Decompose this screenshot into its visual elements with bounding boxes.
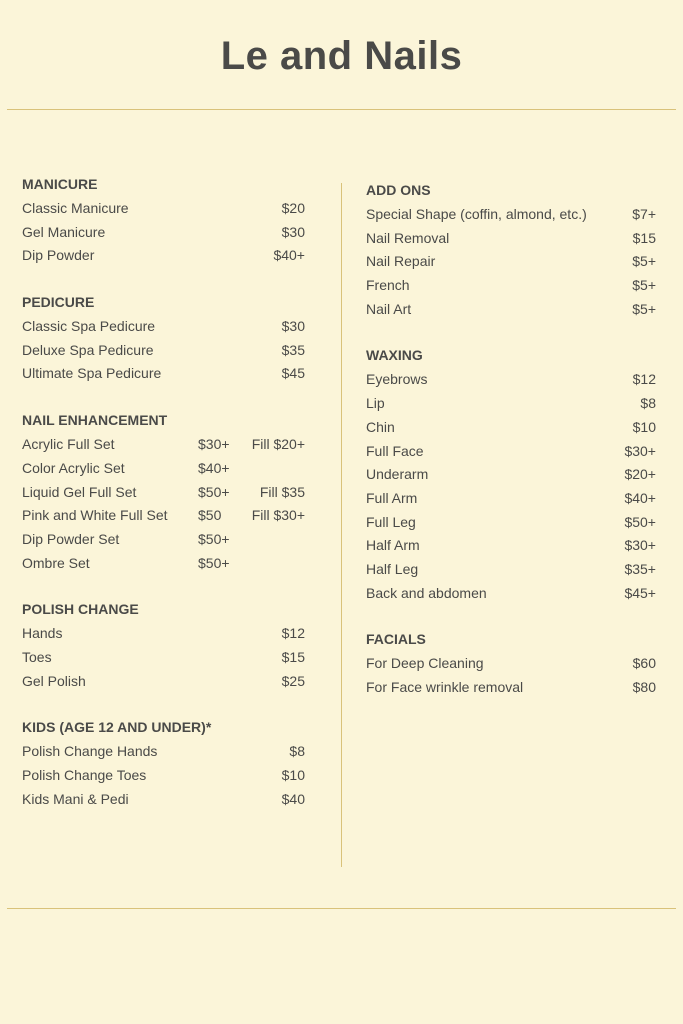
menu-item — [366, 678, 656, 702]
column-divider — [341, 183, 342, 867]
menu-item — [22, 483, 305, 507]
menu-item-name: Polish Change Toes — [22, 767, 147, 783]
menu-item — [366, 370, 656, 394]
menu-item-name: Pink and White Full Set — [22, 507, 168, 524]
section-heading: NAIL ENHANCEMENT — [22, 412, 168, 429]
menu-item-name: Dip Powder — [22, 247, 95, 264]
menu-item-price: $5+ — [632, 253, 656, 270]
menu-item — [366, 394, 656, 418]
menu-item — [22, 530, 305, 554]
menu-item-name: Acrylic Full Set — [22, 436, 115, 453]
menu-item — [366, 654, 656, 678]
menu-item-price: $40+ — [624, 489, 656, 506]
menu-item-price: $45 — [281, 365, 305, 382]
menu-item-price: $45+ — [624, 584, 656, 601]
menu-item-name: Ultimate Spa Pedicure — [22, 365, 162, 382]
menu-item-price: $30 — [281, 223, 305, 240]
menu-section-manicure — [22, 175, 305, 270]
menu-item-price: $15 — [281, 648, 305, 665]
menu-item-price: $10 — [632, 418, 656, 435]
menu-section-add-ons — [366, 181, 656, 323]
menu-section-nail-enhancement — [22, 411, 305, 577]
menu-item-name: Special Shape (coffin, almond, etc.) — [366, 206, 587, 222]
menu-item-name: Classic Spa Pedicure — [22, 318, 156, 335]
menu-item-name: Color Acrylic Set — [22, 459, 125, 476]
menu-item — [366, 418, 656, 442]
menu-item-price: $40+ — [198, 459, 230, 476]
menu-item-name: Nail Removal — [366, 229, 450, 246]
right-menu-column — [366, 181, 656, 725]
menu-item-name: Full Leg — [366, 513, 416, 530]
menu-item — [366, 465, 656, 489]
menu-item-price: $20 — [281, 200, 305, 216]
menu-section-pedicure — [22, 293, 305, 388]
menu-item — [22, 790, 305, 814]
menu-item-price: $60 — [632, 655, 656, 672]
menu-item-price: $12 — [632, 371, 656, 388]
menu-item — [366, 584, 656, 608]
menu-item-name: Classic Manicure — [22, 200, 129, 216]
menu-item-price: $35+ — [624, 560, 656, 577]
menu-item-fill-price: Fill $35 — [259, 483, 305, 500]
menu-item-price: $50+ — [198, 483, 230, 500]
menu-item-price: $10 — [281, 767, 305, 783]
menu-item — [366, 560, 656, 584]
menu-item-price: $20+ — [624, 466, 656, 483]
menu-item — [366, 442, 656, 466]
menu-item-price: $30+ — [624, 442, 656, 459]
menu-item-price: $35 — [281, 341, 305, 358]
menu-item-name: Nail Repair — [366, 253, 436, 270]
menu-item — [22, 459, 305, 483]
menu-item-name: Underarm — [366, 466, 429, 483]
menu-item-name: Gel Polish — [22, 672, 86, 689]
menu-item — [366, 252, 656, 276]
menu-item — [22, 246, 305, 270]
menu-item-name: Half Arm — [366, 537, 420, 554]
menu-item-name: Full Arm — [366, 489, 418, 506]
menu-item-price: $12 — [281, 625, 305, 642]
section-heading: WAXING — [366, 347, 423, 364]
menu-item — [22, 317, 305, 341]
menu-item-price: $5+ — [632, 300, 656, 317]
menu-item-name: Chin — [366, 418, 395, 435]
menu-item — [366, 229, 656, 253]
menu-item-name: Liquid Gel Full Set — [22, 483, 137, 500]
menu-item-name: Dip Powder Set — [22, 530, 120, 547]
section-heading: FACIALS — [366, 631, 426, 648]
menu-item — [22, 624, 305, 648]
menu-item-price: $7+ — [632, 206, 656, 222]
menu-item — [22, 742, 305, 766]
menu-item-name: Eyebrows — [366, 371, 428, 388]
menu-item-name: French — [366, 277, 410, 294]
menu-item — [22, 435, 305, 459]
section-heading: KIDS (AGE 12 AND UNDER)* — [22, 719, 212, 736]
section-heading: PEDICURE — [22, 294, 95, 311]
menu-item — [366, 536, 656, 560]
page-title: Le and Nails — [220, 34, 463, 78]
menu-item — [22, 672, 305, 696]
menu-item-name: For Deep Cleaning — [366, 655, 484, 672]
menu-item-name: Gel Manicure — [22, 223, 106, 240]
left-menu-column — [22, 175, 305, 836]
menu-item-price: $40+ — [273, 247, 305, 264]
menu-item — [366, 205, 656, 229]
menu-item — [22, 199, 305, 223]
menu-item-name: Deluxe Spa Pedicure — [22, 341, 154, 358]
menu-item — [22, 506, 305, 530]
menu-item — [22, 766, 305, 790]
menu-item-price: $50+ — [198, 554, 230, 571]
menu-item-name: For Face wrinkle removal — [366, 679, 524, 695]
menu-item-name: Nail Art — [366, 300, 412, 317]
menu-item-price: $30 — [281, 318, 305, 335]
menu-item-name: Back and abdomen — [366, 584, 487, 601]
menu-item-price: $30+ — [198, 436, 230, 453]
menu-item-name: Ombre Set — [22, 554, 90, 571]
menu-item-price: $80 — [632, 679, 656, 695]
menu-item-name: Hands — [22, 625, 63, 642]
menu-section-polish-change — [22, 600, 305, 695]
menu-item-fill-price: Fill $20+ — [251, 436, 305, 453]
menu-section-waxing — [366, 346, 656, 607]
menu-item-price: $50 — [198, 507, 222, 524]
menu-item-price: $15 — [632, 229, 656, 246]
menu-item — [366, 489, 656, 513]
menu-item — [22, 364, 305, 388]
menu-item — [22, 341, 305, 365]
section-heading: MANICURE — [22, 176, 98, 192]
menu-item — [22, 554, 305, 578]
menu-item-price: $50+ — [198, 530, 230, 547]
top-divider — [7, 109, 676, 110]
menu-item-price: $30+ — [624, 537, 656, 554]
section-heading: POLISH CHANGE — [22, 601, 139, 618]
menu-section-kids-age-12-and-under — [22, 718, 305, 813]
menu-item-name: Full Face — [366, 442, 424, 459]
menu-item — [22, 648, 305, 672]
menu-item — [22, 223, 305, 247]
menu-item-name: Lip — [366, 395, 385, 412]
menu-item-price: $5+ — [632, 277, 656, 294]
bottom-divider — [7, 908, 676, 909]
menu-section-facials — [366, 630, 656, 701]
section-heading: ADD ONS — [366, 182, 431, 198]
menu-item-price: $8 — [640, 395, 656, 412]
menu-item-name: Half Leg — [366, 560, 419, 577]
menu-item-name: Kids Mani & Pedi — [22, 790, 129, 807]
menu-item-name: Polish Change Hands — [22, 743, 158, 760]
menu-item — [366, 300, 656, 324]
menu-item — [366, 276, 656, 300]
menu-item-fill-price: Fill $30+ — [251, 507, 305, 524]
menu-item-price: $25 — [281, 672, 305, 689]
menu-item-price: $8 — [289, 743, 305, 760]
menu-item — [366, 513, 656, 537]
menu-item-price: $40 — [281, 790, 305, 807]
menu-item-name: Toes — [22, 648, 52, 665]
menu-item-price: $50+ — [624, 513, 656, 530]
